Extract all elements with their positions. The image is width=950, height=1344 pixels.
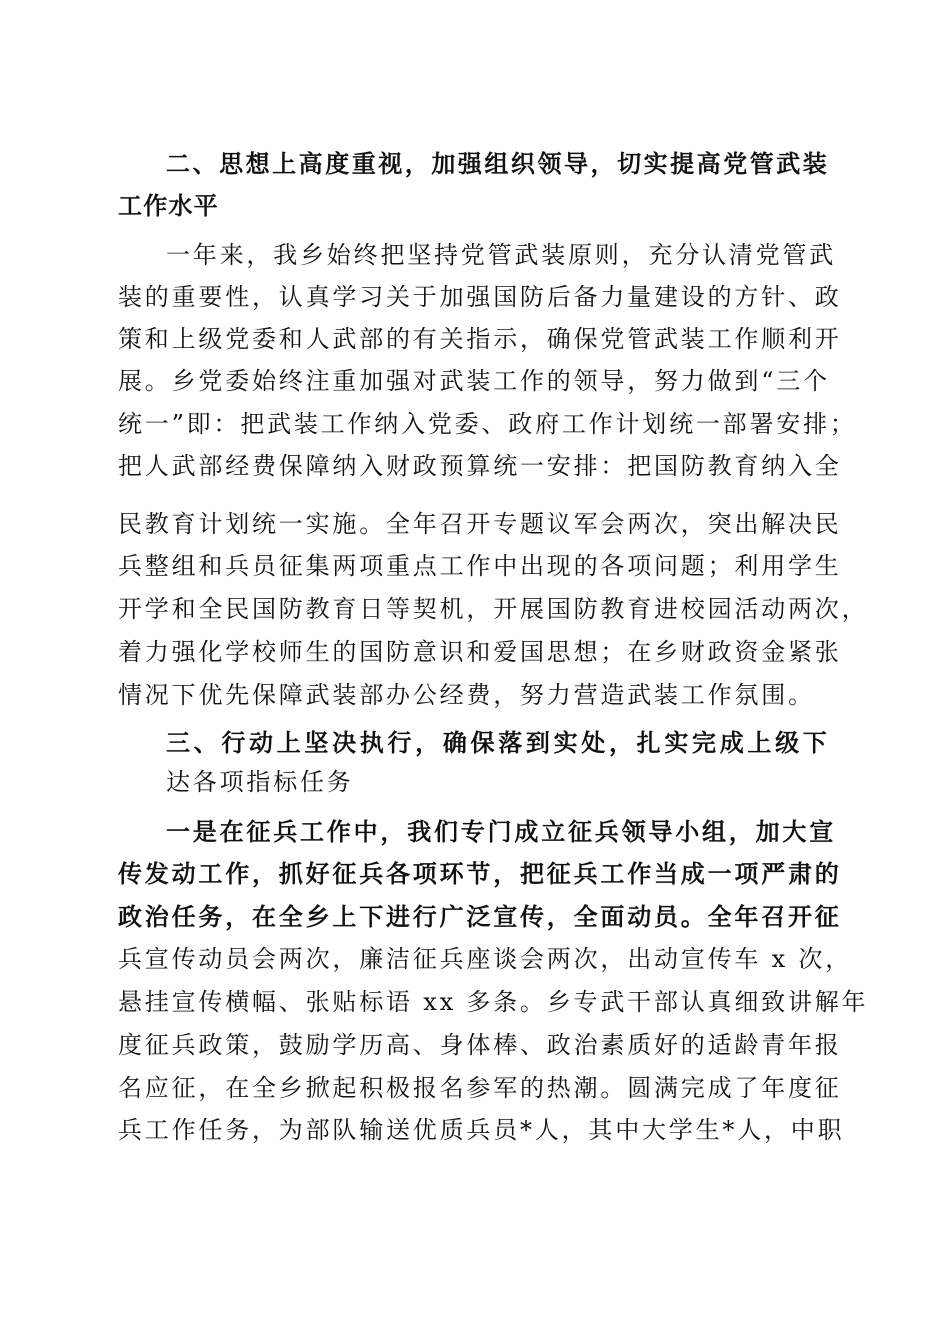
section2-para-line: 展。乡党委始终注重加强对武装工作的领导，努力做到“三个 (118, 367, 830, 395)
section3-para-line: 政治任务，在全乡上下进行广泛宣传，全面动员。全年召开征 (118, 902, 842, 931)
section2-para-line: 兵整组和兵员征集两项重点工作中出现的各项问题；利用学生 (118, 552, 842, 580)
section2-para-line: 一年来，我乡始终把坚持党管武装原则，充分认清党管武 (166, 241, 836, 269)
section2-para-line: 民教育计划统一实施。全年召开专题议军会两次，突出解决民 (118, 510, 842, 538)
section2-para-line: 开学和全民国防教育日等契机，开展国防教育进校园活动两次， (118, 595, 869, 623)
section2-para-line: 策和上级党委和人武部的有关指示，确保党管武装工作顺利开 (118, 325, 842, 353)
section2-heading-line2: 工作水平 (118, 192, 219, 220)
section3-para-line: 兵工作任务，为部队输送优质兵员*人，其中大学生*人，中职 (118, 1116, 845, 1144)
section3-para-line: 兵宣传动员会两次，廉洁征兵座谈会两次，出动宣传车 x 次， (118, 945, 852, 973)
section3-para-line: 度征兵政策，鼓励学历高、身体棒、政治素质好的适龄青年报 (118, 1031, 842, 1059)
section2-heading-line1: 二、思想上高度重视，加强组织领导，切实提高党管武装 (166, 150, 828, 178)
section3-para-line: 名应征，在全乡掀起积极报名参军的热潮。圆满完成了年度征 (118, 1074, 842, 1102)
section2-para-line: 统一”即：把武装工作纳入党委、政府工作计划统一部署安排； (118, 410, 857, 438)
section3-para-line: 悬挂宣传横幅、张贴标语 xx 多条。乡专武干部认真细致讲解年 (118, 988, 869, 1016)
section3-para-line: 一是在征兵工作中，我们专门成立征兵领导小组，加大宣 (166, 817, 836, 846)
section3-heading-line1: 三、行动上坚决执行，确保落到实处，扎实完成上级下 (166, 729, 828, 757)
section2-para-line: 着力强化学校师生的国防意识和爱国思想；在乡财政资金紧张 (118, 638, 842, 666)
section3-heading-line2: 达各项指标任务 (166, 768, 354, 796)
section3-para-line: 传发动工作，抓好征兵各项环节，把征兵工作当成一项严肃的 (118, 859, 842, 888)
section2-para-line: 装的重要性，认真学习关于加强国防后备力量建设的方针、政 (118, 283, 842, 311)
section2-para-line: 把人武部经费保障纳入财政预算统一安排：把国防教育纳入全 (118, 452, 842, 480)
section2-para-line: 情况下优先保障武装部办公经费，努力营造武装工作氛围。 (118, 681, 815, 709)
